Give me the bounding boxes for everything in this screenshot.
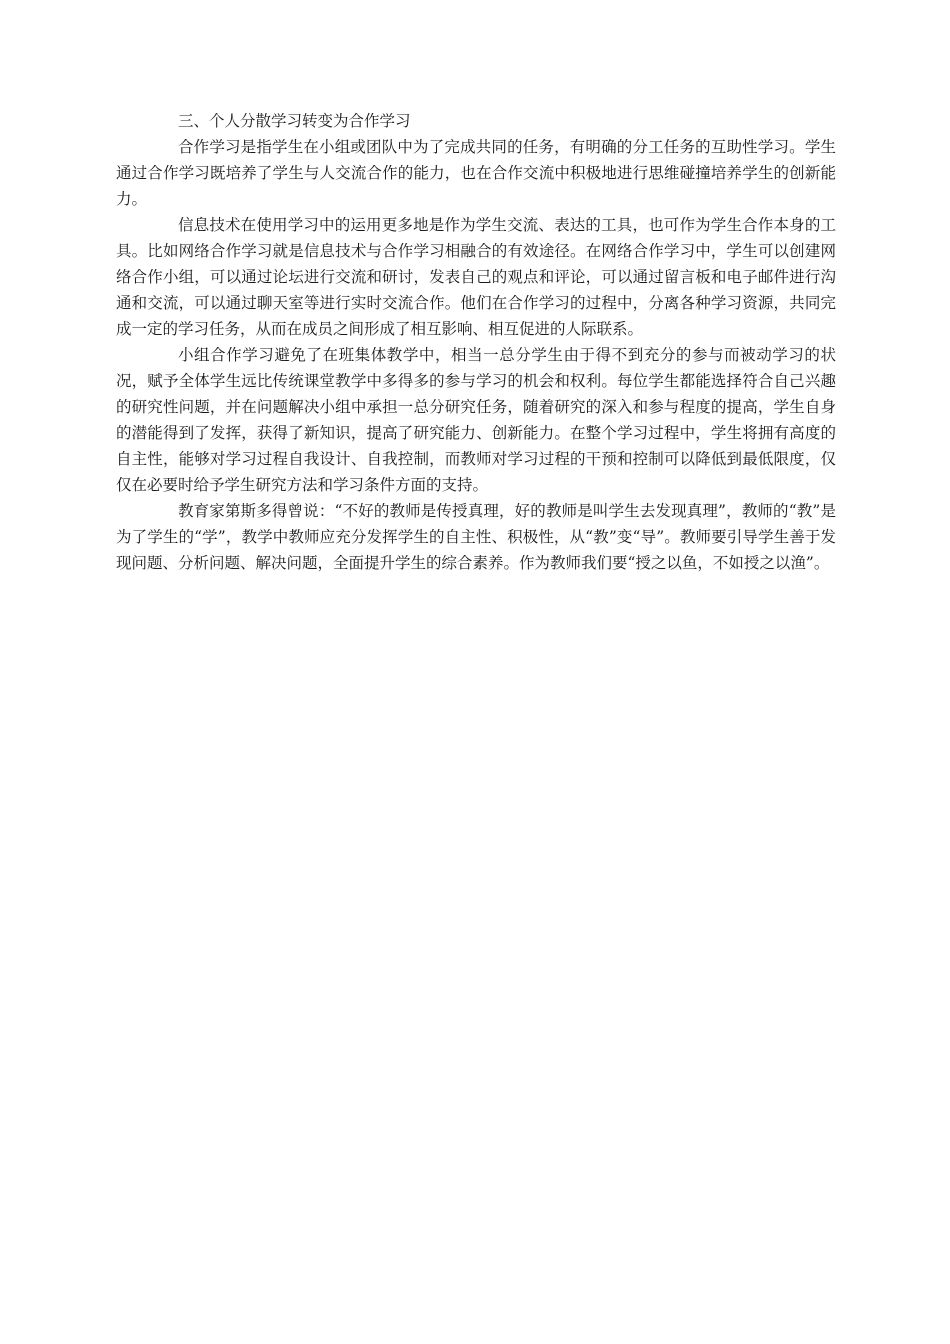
document-body	[116, 108, 836, 576]
paragraph-group-learning: 小组合作学习避免了在班集体教学中，相当一总分学生由于得不到充分的参与而被动学习的状况，赋予全体学生远比传统课堂教学中多得多的参与学习的机会和权利。每位学生都能选择符合自己兴趣的研究性问题，并在问题解决小组中承担一总分研究任务，随着研究的深入和参与程度的提高，学生自身的潜能得到了发挥，获得了新知识，提高了研究能力、创新能力。在整个学习过程中，学生将拥有高度的自主性，能够对学习过程自我设计、自我控制，而教师对学习过程的干预和控制可以降低到最低限度，仅仅在必要时给予学生研究方法和学习条件方面的支持。	[116, 346, 836, 494]
paragraph-educator-quote: 教育家第斯多得曾说：“不好的教师是传授真理，好的教师是叫学生去发现真理”，教师的“教”是为了学生的“学”，教学中教师应充分发挥学生的自主性、积极性，从“教”变“导”。教师要引导学生善于发现问题、分析问题、解决问题，全面提升学生的综合素养。作为教师我们要“授之以鱼，不如授之以渔”。	[116, 502, 836, 572]
paragraph-information-technology: 信息技术在使用学习中的运用更多地是作为学生交流、表达的工具，也可作为学生合作本身的工具。比如网络合作学习就是信息技术与合作学习相融合的有效途径。在网络合作学习中，学生可以创建网络合作小组，可以通过论坛进行交流和研讨，发表自己的观点和评论，可以通过留言板和电子邮件进行沟通和交流，可以通过聊天室等进行实时交流合作。他们在合作学习的过程中，分离各种学习资源，共同完成一定的学习任务，从而在成员之间形成了相互影响、相互促进的人际联系。	[116, 216, 836, 338]
section-heading: 三、个人分散学习转变为合作学习	[178, 112, 411, 130]
paragraph-cooperative-learning: 合作学习是指学生在小组或团队中为了完成共同的任务，有明确的分工任务的互助性学习。学生通过合作学习既培养了学生与人交流合作的能力，也在合作交流中积极地进行思维碰撞培养学生的创新能力。	[116, 138, 836, 208]
